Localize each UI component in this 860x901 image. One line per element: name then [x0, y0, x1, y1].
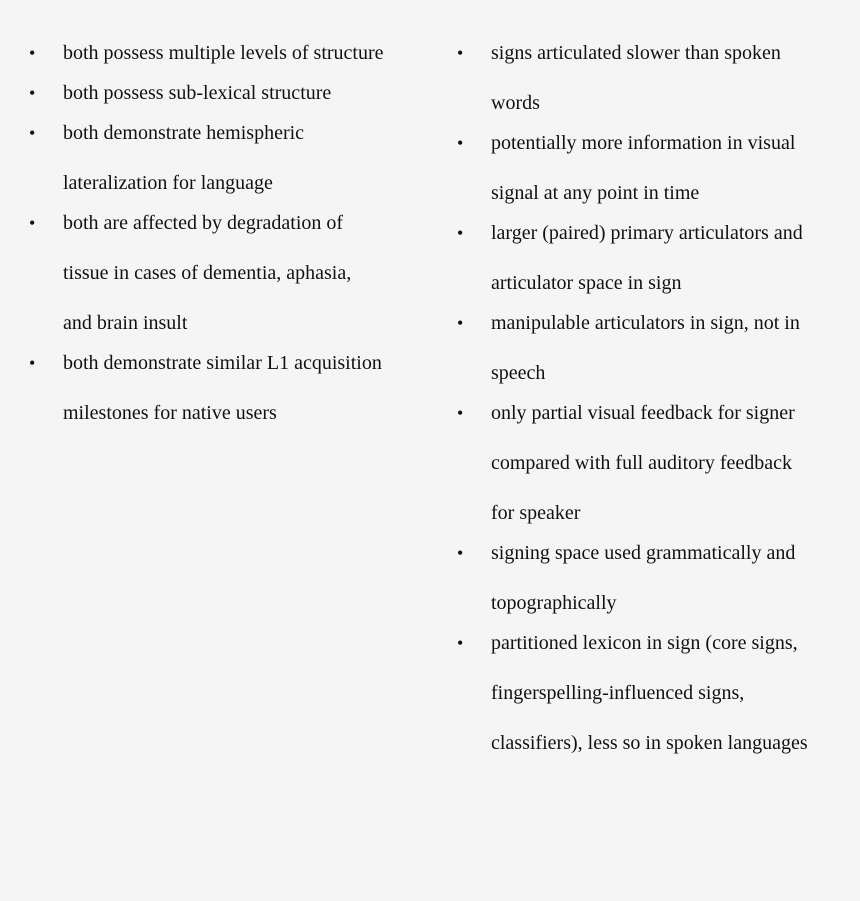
list-item-text: [491, 208, 856, 308]
text-line: words: [491, 92, 540, 114]
text-line: tissue in cases of dementia, aphasia,: [63, 262, 352, 284]
list-item-text: [63, 338, 428, 438]
text-line: speech: [491, 362, 546, 384]
list-item: [28, 348, 428, 438]
text-line: both are affected by degradation of: [63, 212, 344, 234]
bullet-icon: •: [457, 133, 464, 153]
bullet-icon: •: [457, 633, 464, 653]
list-item-text: [491, 28, 856, 128]
text-line: signal at any point in time: [491, 182, 700, 204]
text-line: lateralization for language: [63, 172, 273, 194]
text-line: signing space used grammatically and: [491, 542, 796, 564]
text-line: both possess multiple levels of structure: [63, 42, 384, 64]
text-line: fingerspelling-influenced signs,: [491, 682, 745, 704]
text-line: compared with full auditory feedback: [491, 452, 792, 474]
list-item-text: [491, 388, 856, 538]
right-bullet-list: [456, 38, 856, 768]
list-item: [28, 208, 428, 348]
list-item: [456, 628, 856, 768]
bullet-icon: •: [29, 353, 36, 373]
list-item: [456, 128, 856, 218]
list-item-text: [63, 198, 428, 348]
text-line: topographically: [491, 592, 617, 614]
text-line: classifiers), less so in spoken languages: [491, 732, 808, 754]
bullet-icon: •: [29, 43, 36, 63]
list-item: [456, 398, 856, 538]
text-line: both demonstrate hemispheric: [63, 122, 305, 144]
list-item-text: [491, 298, 856, 398]
text-line: potentially more information in visual: [491, 132, 796, 154]
bullet-icon: •: [29, 83, 36, 103]
bullet-icon: •: [457, 223, 464, 243]
list-item: [456, 38, 856, 128]
bullet-icon: •: [29, 123, 36, 143]
list-item: [28, 118, 428, 208]
text-line: larger (paired) primary articulators and: [491, 222, 803, 244]
text-line: for speaker: [491, 502, 581, 524]
bullet-icon: •: [457, 43, 464, 63]
bullet-icon: •: [29, 213, 36, 233]
left-bullet-list: [28, 38, 428, 438]
list-item-text: [63, 108, 428, 208]
list-item: [456, 218, 856, 308]
text-line: and brain insult: [63, 312, 188, 334]
text-line: both demonstrate similar L1 acquisition: [63, 352, 382, 374]
list-item: [456, 538, 856, 628]
text-line: manipulable articulators in sign, not in: [491, 312, 800, 334]
list-item-text: [491, 618, 856, 768]
bullet-icon: •: [457, 403, 464, 423]
text-line: only partial visual feedback for signer: [491, 402, 795, 424]
bullet-icon: •: [457, 313, 464, 333]
list-item: [456, 308, 856, 398]
text-line: partitioned lexicon in sign (core signs,: [491, 632, 798, 654]
list-item-text: [491, 528, 856, 628]
text-line: signs articulated slower than spoken: [491, 42, 781, 64]
list-item-text: [491, 118, 856, 218]
bullet-icon: •: [457, 543, 464, 563]
text-line: milestones for native users: [63, 402, 277, 424]
text-line: articulator space in sign: [491, 272, 682, 294]
text-line: both possess sub-lexical structure: [63, 82, 332, 104]
